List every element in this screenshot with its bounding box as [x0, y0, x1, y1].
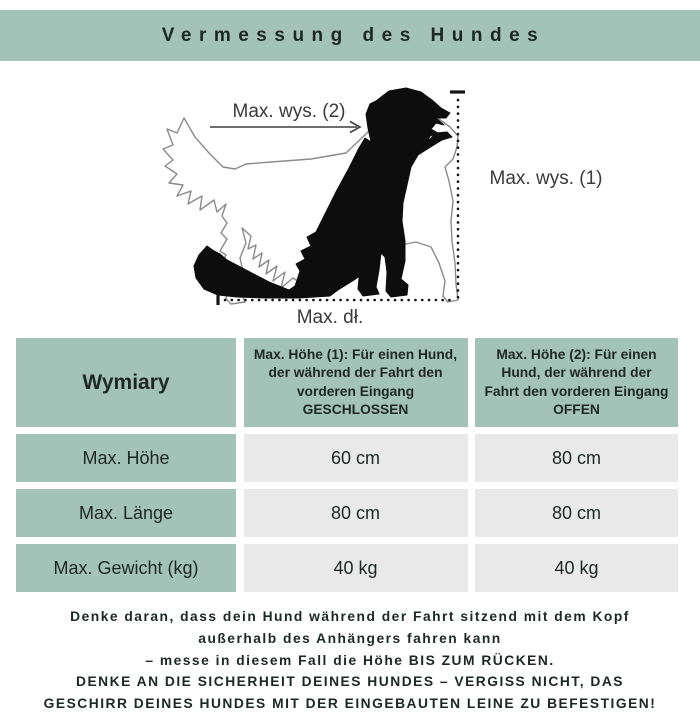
row-label-max-length: Max. Länge [16, 489, 236, 537]
value-max-length-closed: 80 cm [244, 489, 468, 537]
row-label-max-height: Max. Höhe [16, 434, 236, 482]
dog-measurement-diagram [0, 60, 700, 338]
label-max-height-1: Max. wys. (1) [489, 168, 603, 189]
footer-line-4: DENKE AN DIE SICHERHEIT DEINES HUNDES – VERGISS NICHT, DAS [76, 674, 624, 690]
value-max-weight-closed: 40 kg [244, 544, 468, 592]
footer-line-2: außerhalb des Anhängers fahren kann [198, 630, 502, 646]
footer-line-5: GESCHIRR DEINES HUNDES MIT DER EINGEBAUTEN LEINE ZU BEFESTIGEN! [43, 696, 657, 712]
value-max-weight-open: 40 kg [475, 544, 678, 592]
dimensions-table [16, 338, 678, 592]
row-label-max-weight: Max. Gewicht (kg) [16, 544, 236, 592]
col-header-entrance-closed: Max. Höhe (1): Für einen Hund, der während der Fahrt den vorderen Eingang GESCHLOSSEN [244, 338, 468, 427]
diagram-canvas [0, 60, 700, 338]
page-title: Vermessung des Hundes [161, 24, 546, 46]
value-max-length-open: 80 cm [475, 489, 678, 537]
label-max-height-2: Max. wys. (2) [232, 101, 346, 122]
footer-line-3: – messe in diesem Fall die Höhe BIS ZUM RÜCKEN. [145, 652, 555, 668]
header-bar [0, 10, 700, 61]
value-max-height-closed: 60 cm [244, 434, 468, 482]
col-header-entrance-open: Max. Höhe (2): Für einen Hund, der während der Fahrt den vorderen Eingang OFFEN [475, 338, 678, 427]
table-corner-header: Wymiary [16, 338, 236, 427]
footer-line-1: Denke daran, dass dein Hund während der Fahrt sitzend mit dem Kopf [70, 609, 630, 624]
footer-note [0, 606, 700, 715]
value-max-height-open: 80 cm [475, 434, 678, 482]
label-max-length: Max. dł. [296, 307, 364, 328]
arrow-right-icon [210, 122, 360, 133]
